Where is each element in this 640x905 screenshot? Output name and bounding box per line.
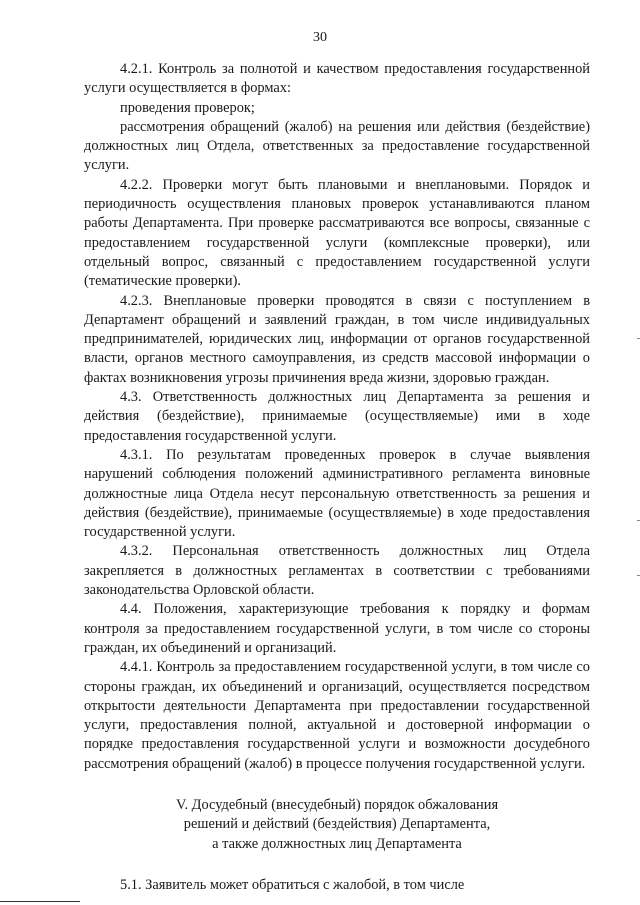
paragraph-4-3-2: 4.3.2. Персональная ответственность должностных лиц Отдела закрепляется в должностных регламентах в соответствии с требованиями законодательства Орловской области. <box>84 543 590 599</box>
section-heading-line-3: а также должностных лиц Департамента <box>212 835 462 852</box>
section-heading-line-2: решений и действий (бездействия) Департамента, <box>183 816 491 833</box>
paragraph-4-3: 4.3. Ответственность должностных лиц Департамента за решения и действия (бездействие), принимаемые (осуществляемые) ими в ходе предоставления государственной услуги. <box>84 389 590 444</box>
paragraph-4-2-2: 4.2.2. Проверки могут быть плановыми и внеплановыми. Порядок и периодичность осуществления плановых проверок устанавливаются планом работы Департамента. При проверке рассматриваются все вопросы, связанные с предоставлением государственной услуги (комплексные проверки), или отдельный вопрос, связанный с предоставлением государственной услуги (тематические проверки). <box>84 176 590 290</box>
section-heading <box>84 796 590 854</box>
document-body <box>84 60 590 895</box>
paragraph-5-1: 5.1. Заявитель может обратиться с жалобой, в том числе <box>120 876 465 893</box>
paragraph-4-4-1: 4.4.1. Контроль за предоставлением государственной услуги, в том числе со стороны граждан, их объединений и организаций, осуществляется посредством открытости деятельности Департамента при предоставлении государственной услуги, предоставления полной, актуальной и достоверной информации о порядке предоставления государственной услуги и возможности досудебного рассмотрения обращений (жалоб) в процессе получения государственной услуги. <box>84 659 590 772</box>
paragraph-4-2-3: 4.2.3. Внеплановые проверки проводятся в связи с поступлением в Департамент обращений и заявлений граждан, в том числе индивидуальных предпринимателей, юридических лиц, информации от органов государственной власти, органов местного самоуправления, из средств массовой информации о фактах возникновения угрозы причинения вреда жизни, здоровью граждан. <box>84 292 590 386</box>
page-number: 30 <box>313 30 327 45</box>
paragraph-list-item-complaints: рассмотрения обращений (жалоб) на решения или действия (бездействие) должностных лиц Отдела, ответственных за предоставление государственной услуги. <box>84 118 590 174</box>
section-heading-line-1: V. Досудебный (внесудебный) порядок обжалования <box>175 796 499 813</box>
paragraph-4-4: 4.4. Положения, характеризующие требования к порядку и формам контроля за предоставлением государственной услуги, в том числе со стороны граждан, их объединений и организаций. <box>84 601 590 656</box>
paragraph-4-3-1: 4.3.1. По результатам проведенных проверок в случае выявления нарушений соблюдения положений административного регламента виновные должностные лица Отдела несут персональную ответственность за решения и действия (бездействие), принимаемые (осуществляемые) в ходе предоставления государственной услуги. <box>84 446 590 541</box>
footnote-rule <box>0 901 80 902</box>
paragraph-list-item-inspections: проведения проверок; <box>120 99 255 116</box>
paragraph-4-2-1: 4.2.1. Контроль за полнотой и качеством предоставления государственной услуги осуществляется в формах: <box>84 61 590 97</box>
